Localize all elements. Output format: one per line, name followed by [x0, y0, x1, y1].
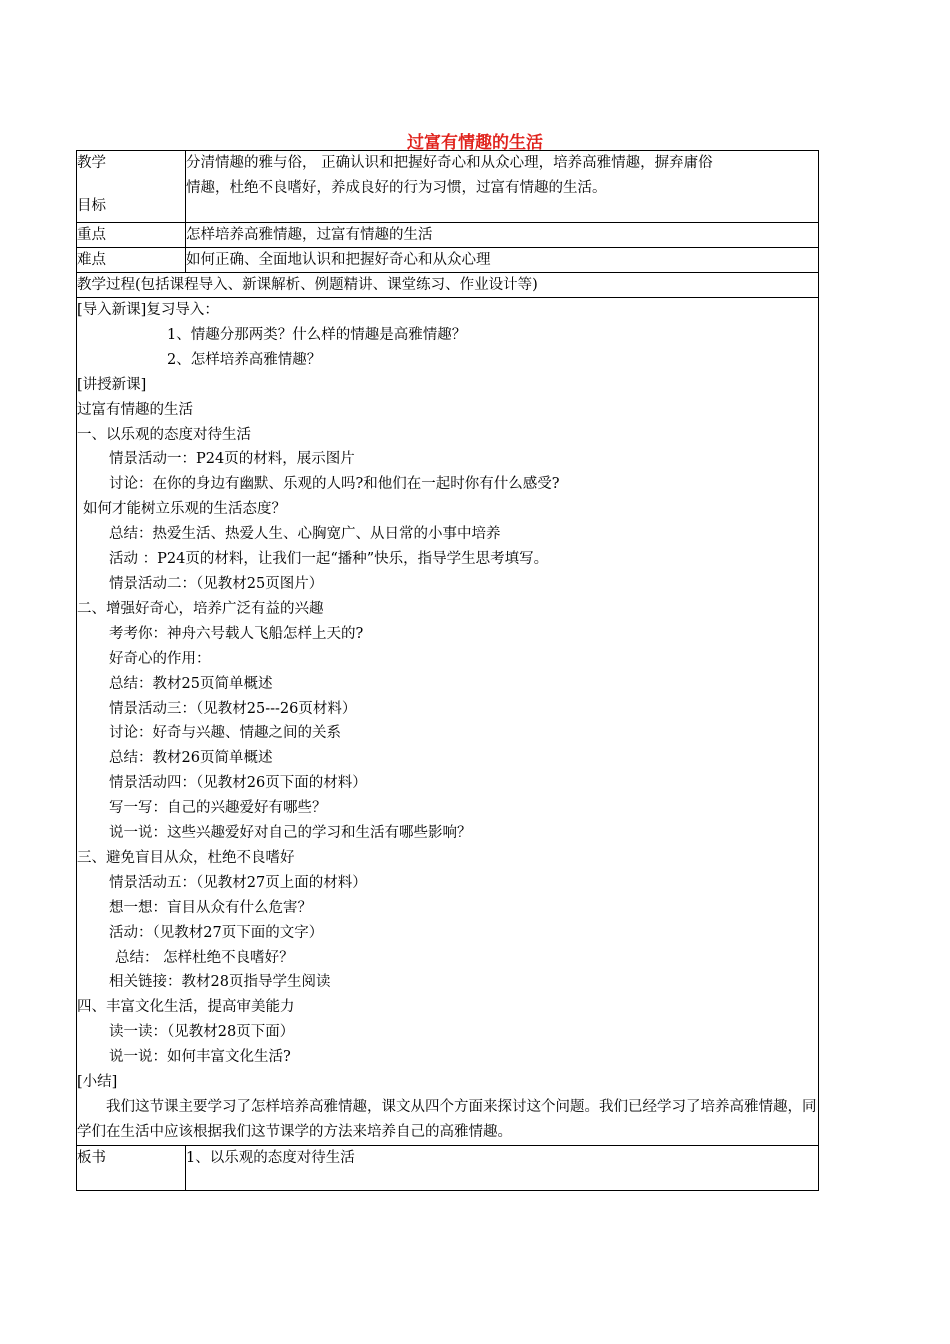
section-3-heading: 三、避免盲目从众，杜绝不良嗜好 [77, 849, 295, 866]
line-activity-sow: 活动 ：P24页的材料，让我们一起“播种”快乐，指导学生思考填写。 [109, 551, 549, 568]
line-activity-2: 情景活动二：（见教材25页图片） [109, 575, 324, 592]
line-write: 写一写：自己的兴趣爱好有哪些？ [109, 800, 327, 817]
process-header: 教学过程(包括课程导入、新课解析、例题精讲、课堂练习、作业设计等) [77, 273, 819, 298]
line-summary-4: 总结： 怎样杜绝不良嗜好？ [115, 949, 294, 966]
line-summary-3: 总结：教材26页简单概述 [109, 750, 273, 767]
line-summary-1: 总结：热爱生活、热爱人生、心胸宽广、从日常的小事中培养 [109, 526, 501, 543]
line-related-link: 相关链接：教材28页指导学生阅读 [109, 974, 331, 991]
goal-text-line-1: 分清情趣的雅与俗， 正确认识和把握好奇心和从众心理，培养高雅情趣，摒弃庸俗 [186, 155, 713, 171]
line-quiz: 考考你：神舟六号载人飞船怎样上天的? [109, 625, 364, 642]
goal-row [77, 151, 819, 223]
section-2-heading: 二、增强好奇心，培养广泛有益的兴趣 [77, 600, 324, 617]
line-summary-2: 总结：教材25页简单概述 [109, 675, 273, 692]
line-activity-1: 情景活动一：P24页的材料，展示图片 [109, 451, 355, 468]
difficult-point-row [77, 248, 819, 273]
section-1-heading: 一、以乐观的态度对待生活 [77, 426, 251, 443]
key-point-text: 怎样培养高雅情趣，过富有情趣的生活 [186, 223, 819, 248]
intro-heading: [导入新课]复习导入： [77, 302, 219, 318]
line-say-2: 说一说：如何丰富文化生活? [109, 1049, 291, 1066]
line-think: 想一想：盲目从众有什么危害？ [109, 899, 312, 916]
line-activity-3: 情景活动三：（见教材25---26页材料） [109, 700, 357, 717]
board-row [77, 1145, 819, 1190]
line-discussion-1: 讨论：在你的身边有幽默、乐观的人吗?和他们在一起时你有什么感受? [109, 476, 560, 493]
process-body [77, 298, 819, 1146]
section-4-heading: 四、丰富文化生活，提高审美能力 [77, 999, 295, 1016]
process-body-row [77, 298, 819, 1146]
line-activity-5: 情景活动五：（见教材27页上面的材料） [109, 874, 367, 891]
line-say-1: 说一说：这些兴趣爱好对自己的学习和生活有哪些影响？ [109, 825, 472, 842]
goal-label-line-2: 目标 [77, 198, 106, 214]
goal-label-cell [77, 151, 186, 223]
board-text: 1、以乐观的态度对待生活 [186, 1145, 819, 1190]
key-point-label: 重点 [77, 223, 186, 248]
page-title: 过富有情趣的生活 [407, 133, 543, 153]
goal-label-line-1: 教学 [77, 155, 106, 171]
review-question-1: 1、情趣分那两类？什么样的情趣是高雅情趣？ [167, 326, 467, 343]
difficult-point-text: 如何正确、全面地认识和把握好奇心和从众心理 [186, 248, 819, 273]
summary-heading: [小结] [77, 1074, 118, 1091]
review-question-2: 2、怎样培养高雅情趣？ [167, 351, 322, 368]
lesson-plan-table [76, 150, 819, 1191]
lesson-topic: 过富有情趣的生活 [77, 401, 193, 418]
difficult-point-label: 难点 [77, 248, 186, 273]
process-header-row [77, 273, 819, 298]
line-activity-text: 活动：（见教材27页下面的文字） [109, 924, 324, 941]
line-curiosity-role: 好奇心的作用： [109, 650, 211, 667]
summary-paragraph: 我们这节课主要学习了怎样培养高雅情趣，课文从四个方面来探讨这个问题。我们已经学习了培养高雅情趣，同学们在生活中应该根据我们这节课学的方法来培养自己的高雅情趣。 [77, 1099, 817, 1140]
line-question-optimism: 如何才能树立乐观的生活态度？ [83, 501, 286, 518]
new-lesson-heading: [讲授新课] [77, 376, 147, 393]
goal-text-line-2: 情趣，杜绝不良嗜好，养成良好的行为习惯，过富有情趣的生活。 [186, 180, 607, 196]
line-discussion-2: 讨论：好奇与兴趣、情趣之间的关系 [109, 725, 341, 742]
goal-text-cell [186, 151, 819, 223]
line-read: 读一读：（见教材28页下面） [109, 1024, 295, 1041]
key-point-row [77, 223, 819, 248]
line-activity-4: 情景活动四：（见教材26页下面的材料） [109, 775, 367, 792]
board-label: 板书 [77, 1145, 186, 1190]
